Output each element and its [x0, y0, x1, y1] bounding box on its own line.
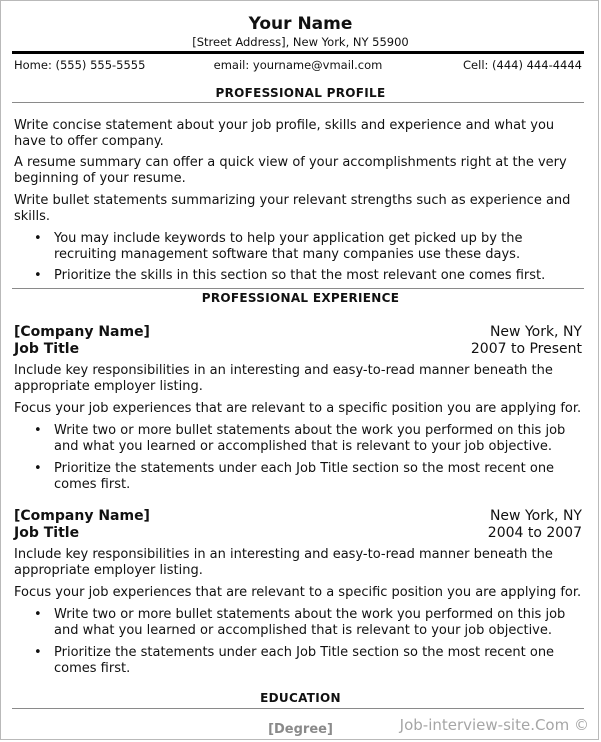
profile-rule	[12, 102, 584, 103]
bullet-text: Write two or more bullet statements about the work you performed on this job and what you learned or accomplished that is relevant to your job objective.	[54, 607, 566, 638]
experience-section-title: PROFESSIONAL EXPERIENCE	[201, 291, 400, 305]
header-rule	[12, 51, 584, 54]
bullet-icon: •	[34, 645, 42, 660]
experience-rule	[12, 288, 584, 289]
bullet-icon: •	[34, 268, 42, 283]
company-name: [Company Name]	[14, 324, 150, 340]
job-location: New York, NY	[489, 324, 582, 340]
education-rule	[12, 708, 584, 709]
profile-section-title: PROFESSIONAL PROFILE	[215, 86, 386, 100]
site-watermark: Job-interview-site.Com ©	[396, 714, 593, 736]
bullet-text: Prioritize the skills in this section so that the most relevant one comes first.	[54, 268, 546, 283]
bullet-icon: •	[34, 423, 42, 438]
job-dates: 2004 to 2007	[487, 525, 582, 541]
job-title: Job Title	[14, 525, 80, 541]
job-dates: 2007 to Present	[470, 341, 582, 357]
profile-paragraph: Write bullet statements summarizing your relevant strengths such as experience and skills.	[14, 193, 571, 224]
job-location: New York, NY	[489, 508, 582, 524]
bullet-text: You may include keywords to help your application get picked up by the recruiting management software that many companies use these days.	[54, 231, 523, 262]
education-section-title: EDUCATION	[260, 691, 341, 705]
profile-paragraph: Write concise statement about your job profile, skills and experience and what you have to offer company.	[14, 118, 555, 149]
company-name: [Company Name]	[14, 508, 150, 524]
bullet-icon: •	[34, 461, 42, 476]
job-paragraph: Focus your job experiences that are relevant to a specific position you are applying for.	[14, 401, 582, 416]
degree-text: [Degree]	[268, 722, 333, 737]
home-phone: Home: (555) 555-5555	[14, 58, 146, 72]
bullet-text: Prioritize the statements under each Job Title section so the most recent one comes first.	[54, 461, 555, 492]
bullet-icon: •	[34, 607, 42, 622]
street-address: [Street Address], New York, NY 55900	[192, 35, 409, 49]
cell-phone: Cell: (444) 444-4444	[463, 58, 582, 72]
job-paragraph: Include key responsibilities in an interesting and easy-to-read manner beneath the appropriate employer listing.	[14, 547, 553, 578]
job-title: Job Title	[14, 341, 80, 357]
email-text: email: yourname@vmail.com	[213, 58, 383, 72]
bullet-text: Prioritize the statements under each Job Title section so the most recent one comes first.	[54, 645, 555, 676]
bullet-text: Write two or more bullet statements about the work you performed on this job and what you learned or accomplished that is relevant to your job objective.	[54, 423, 566, 454]
bullet-icon: •	[34, 231, 42, 246]
job-paragraph: Include key responsibilities in an interesting and easy-to-read manner beneath the appropriate employer listing.	[14, 363, 553, 394]
job-paragraph: Focus your job experiences that are relevant to a specific position you are applying for.	[14, 585, 582, 600]
resume-name: Your Name	[248, 14, 353, 34]
profile-paragraph: A resume summary can offer a quick view of your accomplishments right at the very beginning of your resume.	[14, 155, 567, 186]
